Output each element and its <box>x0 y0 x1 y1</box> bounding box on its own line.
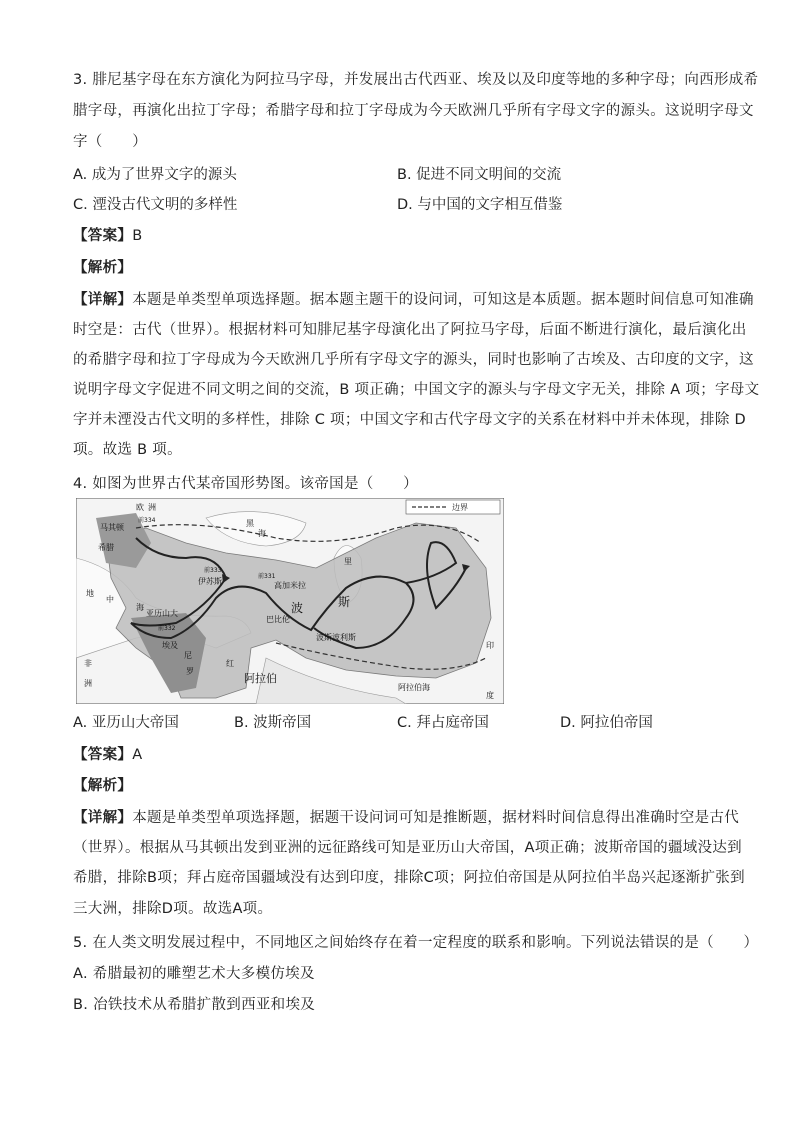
map-label-black-2: 海 <box>258 529 266 538</box>
map-label-greece: 希腊 <box>98 543 114 552</box>
map-label-africa-2: 洲 <box>84 679 92 688</box>
q4-option-c: C. 拜占庭帝国 <box>397 715 489 731</box>
map-label-nile-1: 尼 <box>184 651 192 660</box>
q4-option-d: D. 阿拉伯帝国 <box>560 715 653 731</box>
map-label-date-332: 前332 <box>158 625 176 632</box>
map-label-med-2: 中 <box>106 595 114 604</box>
map-label-caspian: 里 <box>344 557 352 566</box>
map-label-macedonia: 马其顿 <box>100 523 124 532</box>
q4-detail-line-3: 希腊，排除B项；拜占庭帝国疆域没有达到印度，排除C项；阿拉伯帝国是从阿拉伯半岛兴起逐渐扩张到 <box>73 870 745 886</box>
q3-answer-label: 【答案】 <box>73 228 133 244</box>
q3-stem-line-3: 字（ ） <box>73 134 147 150</box>
q3-detail-line-5: 字并未湮没古代文明的多样性，排除 C 项；中国文字和古代字母文字的关系在材料中并未体现，排除 D <box>73 412 747 428</box>
map-label-alexandria: 亚历山大 <box>146 609 178 618</box>
q3-option-d: D. 与中国的文字相互借鉴 <box>397 197 563 213</box>
map-label-date-334: 前334 <box>138 517 156 524</box>
map-legend-label: 边界 <box>452 503 468 512</box>
map-label-med-1: 地 <box>86 589 94 598</box>
q3-detail-label: 【详解】 <box>73 292 133 308</box>
q3-detail-line-3: 的希腊字母和拉丁字母成为今天欧洲几乎所有字母文字的源头，同时也影响了古埃及、古印度的文字，这 <box>73 352 754 368</box>
q3-detail-line-1: 【详解】本题是单类型单项选择题。据本题主题干的设问词，可知这是本质题。据本题时间信息可知准确 <box>73 292 754 308</box>
map-label-arabian-sea: 阿拉伯海 <box>398 683 430 692</box>
map-label-black-1: 黑 <box>246 519 254 528</box>
q5-option-a: A. 希腊最初的雕塑艺术大多模仿埃及 <box>73 966 315 982</box>
q4-option-b: B. 波斯帝国 <box>234 715 312 731</box>
q4-detail-line-2: （世界）。根据从马其顿出发到亚洲的远征路线可知是亚历山大帝国，A项正确；波斯帝国的疆域没达到 <box>73 840 742 856</box>
q3-answer-value: B <box>132 228 143 244</box>
q3-stem-line-1: 3. 腓尼基字母在东方演化为阿拉马字母，并发展出古代西亚、埃及以及印度等地的多种字母；向西形成希 <box>73 72 759 88</box>
q3-option-c: C. 湮没古代文明的多样性 <box>73 197 238 213</box>
q4-answer <box>73 743 142 764</box>
q5-option-b: B. 冶铁技术从希腊扩散到西亚和埃及 <box>73 997 316 1013</box>
q3-option-a: A. 成为了世界文字的源头 <box>73 167 237 183</box>
q4-option-a: A. 亚历山大帝国 <box>73 715 179 731</box>
map-label-med-3: 海 <box>136 603 144 612</box>
map-label-europe-2: 洲 <box>148 503 156 512</box>
map-label-issus: 伊苏斯 <box>198 577 222 586</box>
map-label-egypt: 埃及 <box>162 641 178 650</box>
q4-answer-value: A <box>132 747 143 763</box>
q3-answer <box>73 224 142 245</box>
map-label-india-2: 度 <box>486 691 494 700</box>
q3-option-b: B. 促进不同文明间的交流 <box>397 167 562 183</box>
map-label-babylon: 巴比伦 <box>266 615 290 624</box>
map-label-date-331: 前331 <box>258 573 276 580</box>
map-label-nile-2: 罗 <box>186 667 194 676</box>
map-label-gaugamela: 高加米拉 <box>274 581 306 590</box>
q4-detail-line-4: 三大洲，排除D项。故选A项。 <box>73 901 273 917</box>
q3-detail-line-4: 说明字母文字促进不同文明之间的交流，B 项正确；中国文字的源头与字母文字无关，排除 A 项；字母文 <box>73 382 760 398</box>
q3-analysis-label: 【解析】 <box>73 260 133 276</box>
q3-detail-line-6: 项。故选 B 项。 <box>73 442 182 458</box>
map-label-africa-1: 非 <box>84 659 92 668</box>
q4-detail-line-1: 【详解】本题是单类型单项选择题，据题干设问词可知是推断题，据材料时间信息得出准确时空是古代 <box>73 810 739 826</box>
q3-detail-line-2: 时空是：古代（世界）。根据材料可知腓尼基字母演化出了阿拉马字母，后面不断进行演化，最后演化出 <box>73 322 747 338</box>
q4-analysis-label: 【解析】 <box>73 778 133 794</box>
map-label-red-sea: 红 <box>226 659 234 668</box>
map-label-persia-2: 斯 <box>338 595 351 609</box>
map-label-persepolis: 波斯波利斯 <box>316 633 356 642</box>
map-label-arabia: 阿拉伯 <box>244 672 277 685</box>
map-label-europe-1: 欧 <box>136 503 144 512</box>
q3-stem-line-2: 腊字母，再演化出拉丁字母；希腊字母和拉丁字母成为今天欧洲几乎所有字母文字的源头。这说明字母文 <box>73 103 754 119</box>
empire-map <box>76 498 504 704</box>
map-label-persia-1: 波 <box>291 601 304 615</box>
map-label-india-1: 印 <box>486 641 494 650</box>
q5-stem: 5. 在人类文明发展过程中，不同地区之间始终存在着一定程度的联系和影响。下列说法错误的是（ ） <box>73 935 759 951</box>
map-label-date-333: 前333 <box>204 567 222 574</box>
q4-detail-label: 【详解】 <box>73 810 133 826</box>
q4-stem: 4. 如图为世界古代某帝国形势图。该帝国是（ ） <box>73 476 418 492</box>
q4-answer-label: 【答案】 <box>73 747 133 763</box>
